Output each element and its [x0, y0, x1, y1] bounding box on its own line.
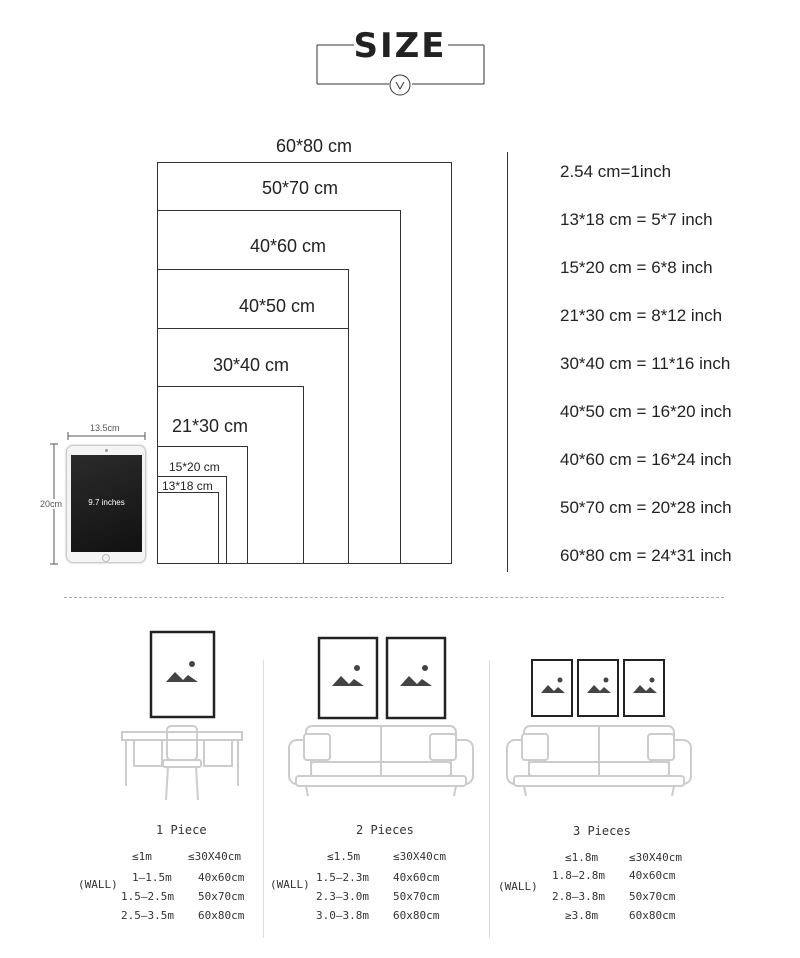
frame-label: 30*40 cm: [213, 355, 290, 375]
conversion-item: 30*40 cm = 11*16 inch: [560, 354, 731, 373]
conversion-item: 2.54 cm=1inch: [560, 162, 672, 181]
frame-label: 21*30 cm: [172, 416, 249, 436]
wall-label: (WALL): [78, 878, 118, 891]
recommended-size: 40x60cm: [629, 869, 676, 882]
recommended-size: 40x60cm: [393, 871, 440, 884]
wall-width: ≤1.5m: [327, 850, 361, 863]
recommended-size: 40x60cm: [198, 871, 245, 884]
conversion-item: 40*60 cm = 16*24 inch: [560, 450, 732, 469]
section-divider: [263, 660, 264, 938]
conversion-item: 15*20 cm = 6*8 inch: [560, 258, 713, 277]
recommended-size: ≤30X40cm: [188, 850, 241, 863]
recommended-size: 50x70cm: [198, 890, 245, 903]
tablet-screen-label: 9.7 inches: [88, 498, 125, 507]
wall-width: ≤1.8m: [565, 851, 599, 864]
tablet-camera: [105, 449, 108, 452]
dashed-separator: [64, 597, 724, 598]
frame-label: 13*18 cm: [162, 479, 213, 493]
wall-width: 2.3–3.0m: [316, 890, 369, 903]
conversion-item: 60*80 cm = 24*31 inch: [560, 546, 732, 565]
wall-width: 1–1.5m: [132, 871, 172, 884]
recommended-size: 60x80cm: [393, 909, 440, 922]
wall-width: 3.0–3.8m: [316, 909, 369, 922]
recommended-size: 50x70cm: [393, 890, 440, 903]
recommended-size: 60x80cm: [198, 909, 245, 922]
wall-width: 1.8–2.8m: [552, 869, 605, 882]
recommended-size: 60x80cm: [629, 909, 676, 922]
conversion-item: 13*18 cm = 5*7 inch: [560, 210, 713, 229]
tablet-height-label: 20cm: [40, 499, 63, 509]
desk-scene-illustration: [110, 628, 250, 804]
tablet-device: [66, 445, 146, 563]
guide-title: 2 Pieces: [356, 823, 414, 837]
guide-title: 3 Pieces: [573, 824, 631, 838]
page-title: SIZE: [353, 26, 447, 66]
home-button: [102, 554, 110, 562]
sofa-scene-illustration-two: [286, 634, 476, 804]
frame-label: 50*70 cm: [262, 178, 339, 198]
frame-label: 40*50 cm: [239, 296, 316, 316]
wall-width: ≤1m: [132, 850, 152, 863]
recommended-size: 50x70cm: [629, 890, 676, 903]
wall-width: 2.5–3.5m: [121, 909, 174, 922]
frame-label: 60*80 cm: [276, 136, 353, 156]
frame-label: 15*20 cm: [169, 460, 220, 474]
conversion-item: 50*70 cm = 20*28 inch: [560, 498, 732, 517]
recommended-size: ≤30X40cm: [629, 851, 682, 864]
sofa-scene-illustration-three: [504, 656, 694, 804]
guide-title: 1 Piece: [156, 823, 207, 837]
frame-13x18: [157, 492, 219, 564]
frame-label: 40*60 cm: [250, 236, 327, 256]
wall-width: 2.8–3.8m: [552, 890, 605, 903]
wall-width: 1.5–2.3m: [316, 871, 369, 884]
frames-baseline: [157, 563, 452, 564]
chevron-down-icon: [389, 74, 411, 96]
wall-label: (WALL): [270, 878, 310, 891]
section-divider: [489, 660, 490, 938]
conversion-item: 40*50 cm = 16*20 inch: [560, 402, 732, 421]
vertical-divider: [507, 152, 508, 572]
wall-label: (WALL): [498, 880, 538, 893]
tablet-width-label: 13.5cm: [90, 423, 120, 433]
conversion-item: 21*30 cm = 8*12 inch: [560, 306, 723, 325]
recommended-size: ≤30X40cm: [393, 850, 446, 863]
wall-width: 1.5–2.5m: [121, 890, 174, 903]
wall-width: ≥3.8m: [565, 909, 599, 922]
